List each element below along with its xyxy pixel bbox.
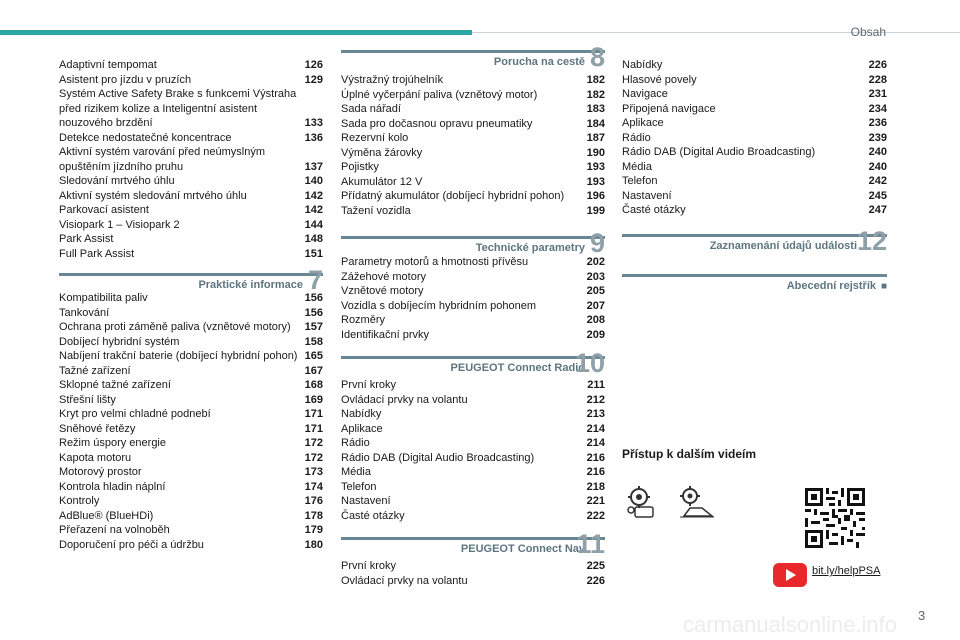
toc-entry[interactable] bbox=[622, 203, 887, 218]
toc-entry[interactable] bbox=[59, 335, 323, 350]
toc-entry-title: Doporučení pro péči a údržbu bbox=[59, 538, 204, 551]
watermark: carmanualsonline.info bbox=[683, 612, 898, 637]
toc-entry-title: Výměna žárovky bbox=[341, 146, 423, 159]
toc-entry-page: 165 bbox=[304, 350, 323, 362]
toc-entry[interactable] bbox=[622, 160, 887, 175]
toc-entry[interactable] bbox=[59, 131, 323, 146]
toc-entry-title: Parkovací asistent bbox=[59, 204, 149, 216]
video-link[interactable]: bit.ly/helpPSA bbox=[812, 565, 881, 577]
toc-entry-title: Sněhové řetězy bbox=[59, 422, 136, 435]
toc-entry-title: Média bbox=[622, 160, 652, 173]
toc-entry[interactable] bbox=[622, 87, 887, 102]
section-header-index bbox=[622, 274, 887, 294]
toc-entry-page: 187 bbox=[586, 132, 605, 144]
toc-entry-page: 148 bbox=[304, 233, 323, 245]
section-number: 12 bbox=[856, 225, 887, 256]
toc-entry-title: Rádio DAB (Digital Audio Broadcasting) bbox=[622, 146, 816, 158]
toc-entry-page: 226 bbox=[868, 59, 887, 71]
toc-entry[interactable] bbox=[59, 480, 323, 495]
service-gear-car-icon bbox=[676, 486, 716, 520]
toc-entry[interactable] bbox=[341, 480, 605, 495]
toc-entry-title: Úplné vyčerpání paliva (vznětový motor) bbox=[341, 88, 538, 101]
qr-code-icon[interactable] bbox=[805, 488, 865, 548]
toc-entry-page: 156 bbox=[304, 306, 323, 319]
toc-entry-title: Systém Active Safety Brake s funkcemi Výstraha před rizikem kolize a Inteligentní asistent nouzového brzdění bbox=[59, 88, 297, 129]
toc-list bbox=[59, 291, 323, 552]
toc-entry[interactable] bbox=[59, 538, 323, 553]
toc-entry-page: 144 bbox=[304, 218, 323, 231]
toc-entry[interactable] bbox=[59, 73, 323, 88]
toc-entry-title: Aktivní systém varování před neúmyslným opuštěním jízdního pruhu bbox=[59, 146, 266, 173]
toc-entry-page: 216 bbox=[586, 451, 605, 464]
toc-entry-title: Aktivní systém sledování mrtvého úhlu bbox=[59, 189, 247, 202]
toc-entry[interactable] bbox=[59, 509, 323, 524]
toc-entry-page: 171 bbox=[304, 408, 323, 420]
toc-entry-page: 196 bbox=[586, 190, 605, 202]
toc-entry-title: Sledování mrtvého úhlu bbox=[59, 175, 175, 187]
toc-entry[interactable] bbox=[622, 174, 887, 189]
toc-entry-title: Kryt pro velmi chladné podnebí bbox=[59, 408, 211, 420]
toc-column-3 bbox=[622, 58, 887, 294]
toc-entry-page: 136 bbox=[304, 131, 323, 144]
toc-entry-page: 239 bbox=[868, 131, 887, 144]
section-header-10 bbox=[341, 348, 605, 396]
toc-entry-title: Střešní lišty bbox=[59, 393, 116, 406]
toc-entry[interactable] bbox=[59, 422, 323, 437]
header-divider bbox=[472, 32, 960, 33]
toc-entry-title: Nabídky bbox=[341, 408, 382, 420]
toc-entry-title: Rezervní kolo bbox=[341, 132, 409, 144]
toc-entry-title: Tažení vozidla bbox=[341, 204, 411, 217]
toc-list bbox=[341, 378, 605, 523]
section-rule bbox=[59, 273, 323, 276]
toc-entry-page: 247 bbox=[868, 204, 887, 216]
toc-entry[interactable] bbox=[341, 422, 605, 437]
toc-entry[interactable] bbox=[341, 465, 605, 480]
toc-entry-page: 236 bbox=[868, 117, 887, 129]
toc-entry-page: 176 bbox=[304, 495, 323, 507]
toc-entry-title: Připojená navigace bbox=[622, 102, 716, 115]
toc-entry-page: 221 bbox=[586, 495, 605, 507]
toc-entry-page: 209 bbox=[586, 328, 605, 341]
toc-entry-page: 193 bbox=[586, 175, 605, 188]
toc-entry[interactable] bbox=[622, 73, 887, 88]
section-number: 7 bbox=[307, 265, 323, 295]
toc-entry-title: Asistent pro jízdu v pruzích bbox=[59, 73, 192, 86]
toc-entry[interactable] bbox=[622, 131, 887, 146]
toc-entry[interactable] bbox=[341, 407, 605, 422]
toc-entry-page: 126 bbox=[304, 59, 323, 71]
toc-entry[interactable] bbox=[341, 451, 605, 466]
toc-entry-page: 142 bbox=[304, 204, 323, 216]
section-title: Porucha na cestě bbox=[493, 56, 585, 68]
toc-entry-page: 151 bbox=[304, 247, 323, 260]
section-rule bbox=[341, 537, 605, 540]
section-title: Abecední rejstřík bbox=[786, 279, 876, 292]
toc-entry-page: 178 bbox=[304, 509, 323, 522]
header-accent-bar bbox=[0, 30, 472, 35]
toc-entry-title: Kompatibilita paliv bbox=[59, 292, 148, 304]
toc-entry-page: 213 bbox=[586, 408, 605, 420]
toc-entry-page: 205 bbox=[586, 285, 605, 297]
section-header-9 bbox=[341, 228, 605, 276]
toc-entry-page: 171 bbox=[304, 422, 323, 435]
toc-entry-page: 172 bbox=[304, 437, 323, 449]
toc-entry[interactable] bbox=[341, 328, 605, 343]
toc-entry[interactable] bbox=[59, 465, 323, 480]
toc-entry-title: Média bbox=[341, 466, 371, 478]
toc-entry-page: 137 bbox=[304, 160, 323, 173]
toc-entry-page: 240 bbox=[868, 146, 887, 158]
toc-entry[interactable] bbox=[59, 145, 323, 174]
toc-entry-title: Hlasové povely bbox=[622, 73, 697, 86]
toc-entry[interactable] bbox=[59, 174, 323, 189]
toc-entry[interactable] bbox=[59, 523, 323, 538]
toc-entry-page: 245 bbox=[868, 189, 887, 202]
toc-entry-title: Nabídky bbox=[622, 59, 663, 71]
toc-entry-title: Přeřazení na volnoběh bbox=[59, 524, 170, 536]
toc-entry-title: Identifikační prvky bbox=[341, 328, 430, 341]
toc-entry-title: Nastavení bbox=[622, 189, 672, 202]
toc-entry[interactable] bbox=[341, 102, 605, 117]
toc-entry-title: Vozidla s dobíjecím hybridním pohonem bbox=[341, 299, 537, 312]
toc-entry-page: 169 bbox=[304, 393, 323, 406]
toc-entry-title: Zážehové motory bbox=[341, 270, 426, 283]
toc-entry-title: Aplikace bbox=[341, 422, 383, 435]
toc-entry-title: Sada pro dočasnou opravu pneumatiky bbox=[341, 117, 533, 130]
toc-entry-title: Parametry motorů a hmotnosti přívěsu bbox=[341, 256, 529, 268]
toc-entry-page: 207 bbox=[586, 299, 605, 312]
toc-entry[interactable] bbox=[59, 436, 323, 451]
section-rule bbox=[622, 234, 887, 237]
toc-column-1 bbox=[59, 58, 323, 552]
toc-entry-page: 222 bbox=[586, 509, 605, 522]
toc-entry-page: 173 bbox=[304, 466, 323, 478]
toc-entry-title: Ovládací prvky na volantu bbox=[341, 574, 468, 587]
toc-entry-page: 226 bbox=[586, 574, 605, 587]
toc-entry[interactable] bbox=[59, 451, 323, 466]
toc-entry-page: 240 bbox=[868, 160, 887, 173]
toc-entry-page: 140 bbox=[304, 175, 323, 187]
toc-entry[interactable] bbox=[341, 146, 605, 161]
toc-entry-page: 231 bbox=[868, 88, 887, 100]
toc-entry-title: Kontrola hladin náplní bbox=[59, 480, 166, 493]
toc-entry-page: 157 bbox=[304, 321, 323, 333]
toc-entry-page: 225 bbox=[586, 560, 605, 572]
toc-entry-page: 203 bbox=[586, 270, 605, 283]
toc-entry-page: 211 bbox=[587, 379, 605, 391]
toc-entry-title: Adaptivní tempomat bbox=[59, 59, 157, 71]
toc-entry[interactable] bbox=[341, 131, 605, 146]
toc-entry-page: 182 bbox=[586, 74, 605, 86]
toc-entry-title: První kroky bbox=[341, 560, 397, 572]
toc-entry[interactable] bbox=[59, 378, 323, 393]
toc-entry-title: Pojistky bbox=[341, 161, 379, 173]
toc-entry-page: 142 bbox=[304, 189, 323, 202]
toc-entry-page: 228 bbox=[868, 73, 887, 86]
toc-entry-title: Telefon bbox=[341, 480, 377, 493]
toc-entry[interactable] bbox=[59, 393, 323, 408]
section-rule bbox=[622, 274, 887, 277]
toc-list bbox=[622, 58, 887, 218]
toc-list bbox=[59, 58, 323, 261]
toc-entry[interactable] bbox=[59, 349, 323, 364]
toc-entry-title: Rádio DAB (Digital Audio Broadcasting) bbox=[341, 451, 535, 464]
section-title: PEUGEOT Connect Nav bbox=[460, 543, 585, 555]
section-header-7 bbox=[59, 265, 323, 313]
toc-entry-page: 156 bbox=[304, 292, 323, 304]
toc-entry-title: AdBlue® (BlueHDi) bbox=[59, 509, 154, 522]
toc-entry[interactable] bbox=[59, 247, 323, 262]
toc-list bbox=[341, 73, 605, 218]
section-title: Praktické informace bbox=[198, 279, 303, 291]
toc-entry-title: Navigace bbox=[622, 88, 668, 100]
toc-entry[interactable] bbox=[59, 232, 323, 247]
section-number: 9 bbox=[589, 228, 605, 258]
toc-entry[interactable] bbox=[341, 189, 605, 204]
toc-entry[interactable] bbox=[622, 58, 887, 73]
toc-entry-page: 212 bbox=[586, 393, 605, 406]
toc-entry-page: 193 bbox=[586, 161, 605, 173]
toc-entry-title: Nastavení bbox=[341, 495, 391, 507]
toc-entry-title: Časté otázky bbox=[341, 509, 405, 522]
toc-entry-page: 199 bbox=[586, 204, 605, 217]
toc-entry-title: Rádio bbox=[622, 131, 651, 144]
section-number: 10 bbox=[574, 348, 605, 378]
section-marker: ■ bbox=[880, 280, 887, 292]
toc-entry[interactable] bbox=[622, 145, 887, 160]
toc-entry[interactable] bbox=[341, 204, 605, 219]
page-number: 3 bbox=[918, 608, 926, 623]
section-number: 8 bbox=[589, 42, 605, 72]
toc-entry-title: Kapota motoru bbox=[59, 451, 132, 464]
toc-entry[interactable] bbox=[341, 175, 605, 190]
toc-entry[interactable] bbox=[59, 320, 323, 335]
toc-entry[interactable] bbox=[59, 218, 323, 233]
toc-entry[interactable] bbox=[59, 494, 323, 509]
toc-entry-title: Full Park Assist bbox=[59, 247, 135, 260]
toc-entry[interactable] bbox=[59, 203, 323, 218]
toc-entry-page: 180 bbox=[304, 538, 323, 551]
toc-entry-page: 179 bbox=[304, 524, 323, 536]
toc-entry-title: Motorový prostor bbox=[59, 466, 142, 478]
toc-entry-page: 190 bbox=[586, 146, 605, 159]
toc-entry-title: Visiopark 1 – Visiopark 2 bbox=[59, 218, 180, 231]
section-rule bbox=[341, 50, 605, 53]
toc-entry-title: Vznětové motory bbox=[341, 285, 424, 297]
toc-entry-page: 183 bbox=[586, 103, 605, 115]
toc-entry-page: 184 bbox=[586, 117, 605, 130]
toc-entry-title: Rozměry bbox=[341, 314, 386, 326]
toc-entry-page: 214 bbox=[586, 422, 605, 435]
toc-column-2 bbox=[341, 42, 605, 588]
toc-entry[interactable] bbox=[59, 364, 323, 379]
toc-entry[interactable] bbox=[341, 299, 605, 314]
toc-entry-title: Akumulátor 12 V bbox=[341, 175, 423, 188]
toc-entry-page: 133 bbox=[304, 117, 323, 129]
toc-entry-title: Aplikace bbox=[622, 117, 664, 129]
toc-entry-title: Tažné zařízení bbox=[59, 364, 131, 377]
toc-entry[interactable] bbox=[341, 436, 605, 451]
toc-entry[interactable] bbox=[59, 407, 323, 422]
toc-entry-title: Ochrana proti záměně paliva (vznětové motory) bbox=[59, 321, 291, 333]
toc-entry[interactable] bbox=[622, 116, 887, 131]
toc-entry[interactable] bbox=[622, 102, 887, 117]
toc-entry-page: 242 bbox=[868, 175, 887, 187]
toc-entry-title: Sklopné tažné zařízení bbox=[59, 379, 171, 391]
section-number: 11 bbox=[576, 529, 605, 559]
toc-entry-title: Dobíjecí hybridní systém bbox=[59, 335, 180, 348]
toc-entry[interactable] bbox=[341, 494, 605, 509]
toc-entry-title: Přídatný akumulátor (dobíjecí hybridní pohon) bbox=[341, 190, 565, 202]
youtube-play-icon[interactable] bbox=[773, 563, 807, 587]
toc-entry-page: 216 bbox=[586, 466, 605, 478]
toc-entry-page: 168 bbox=[304, 379, 323, 391]
toc-entry-title: Kontroly bbox=[59, 495, 100, 507]
toc-entry-title: Tankování bbox=[59, 306, 110, 319]
toc-entry[interactable] bbox=[59, 87, 323, 131]
toc-entry[interactable] bbox=[341, 160, 605, 175]
toc-entry-title: Sada nářadí bbox=[341, 103, 401, 115]
toc-entry-title: Rádio bbox=[341, 437, 370, 449]
toc-entry-page: 234 bbox=[868, 102, 887, 115]
toc-entry[interactable] bbox=[341, 117, 605, 132]
section-rule bbox=[341, 356, 605, 359]
toc-entry[interactable] bbox=[59, 189, 323, 204]
section-title: PEUGEOT Connect Radio bbox=[450, 362, 585, 374]
section-header-11 bbox=[341, 529, 605, 577]
toc-entry[interactable] bbox=[622, 189, 887, 204]
service-gear-person-icon bbox=[625, 486, 659, 520]
toc-entry-title: Režim úspory energie bbox=[59, 437, 166, 449]
toc-entry-page: 208 bbox=[586, 314, 605, 326]
section-title: Technické parametry bbox=[475, 242, 585, 254]
section-rule bbox=[341, 236, 605, 239]
toc-entry[interactable] bbox=[341, 509, 605, 524]
toc-entry-title: První kroky bbox=[341, 379, 397, 391]
toc-entry-title: Ovládací prvky na volantu bbox=[341, 393, 468, 406]
page-title: Obsah bbox=[850, 25, 886, 39]
toc-entry[interactable] bbox=[59, 58, 323, 73]
video-heading: Přístup k dalším videím bbox=[622, 447, 757, 461]
toc-entry-title: Telefon bbox=[622, 175, 658, 187]
toc-entry-page: 218 bbox=[586, 480, 605, 493]
toc-entry-page: 129 bbox=[304, 73, 323, 86]
section-header-8 bbox=[341, 42, 605, 90]
toc-entry-title: Časté otázky bbox=[622, 204, 686, 216]
toc-entry-page: 167 bbox=[304, 364, 323, 377]
toc-entry[interactable] bbox=[341, 313, 605, 328]
toc-entry-page: 174 bbox=[304, 480, 323, 493]
toc-entry-title: Výstražný trojúhelník bbox=[341, 74, 444, 86]
toc-entry-title: Nabíjení trakční baterie (dobíjecí hybridní pohon) bbox=[59, 350, 298, 362]
toc-entry-page: 214 bbox=[586, 437, 605, 449]
toc-entry-page: 202 bbox=[586, 256, 605, 268]
toc-entry-title: Detekce nedostatečné koncentrace bbox=[59, 131, 232, 144]
section-header-12 bbox=[622, 225, 887, 274]
toc-entry-page: 158 bbox=[304, 335, 323, 348]
toc-entry-page: 182 bbox=[586, 88, 605, 101]
toc-entry[interactable] bbox=[341, 284, 605, 299]
toc-entry-title: Park Assist bbox=[59, 233, 114, 245]
section-title: Zaznamenání údajů události bbox=[709, 239, 857, 252]
toc-entry-page: 172 bbox=[304, 451, 323, 464]
